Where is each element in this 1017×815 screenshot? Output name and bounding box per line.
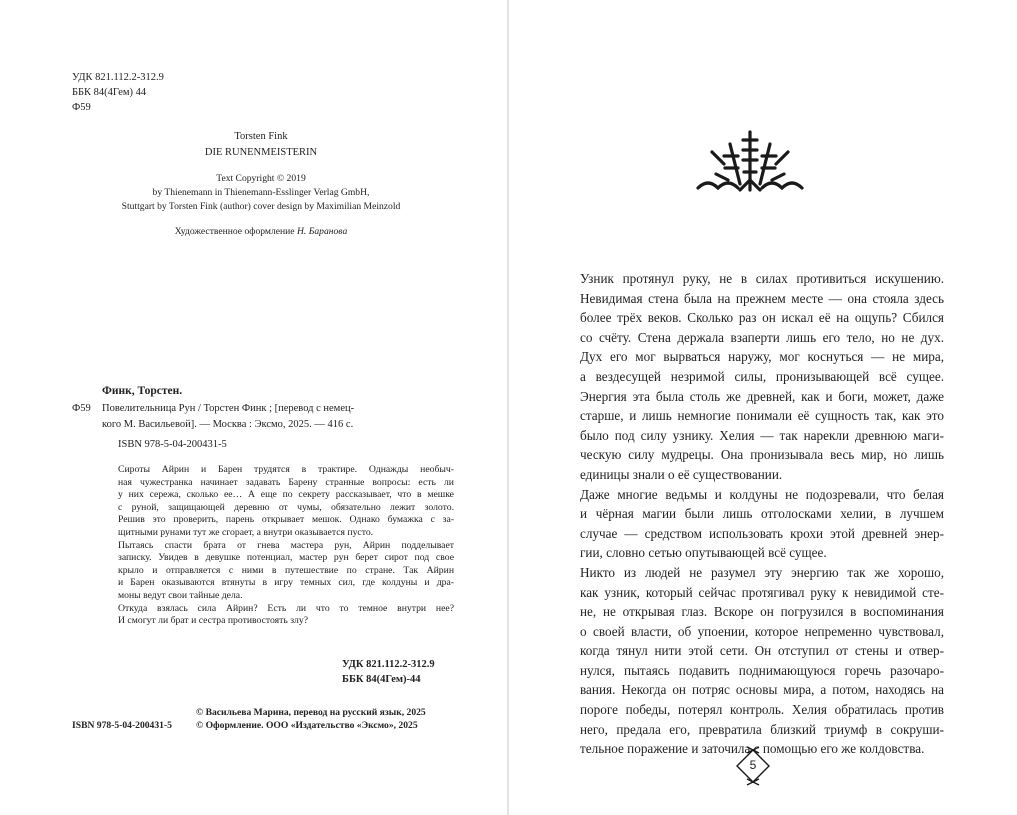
annotation-paragraph: Откуда взялась сила Айрин? Есть ли что то темное внутри нее? И смогут ли брат и сестра противостоять злу? [118,602,454,627]
original-title: DIE RUNENMEISTERIN [204,147,318,158]
biblio-line: Повелительница Рун / Торстен Финк ; [перевод с немец- [102,403,355,414]
art-design-name: Н. Барановa [296,226,348,237]
annotation-paragraph: Сироты Айрин и Барен трудятся в трактире. Однажды необыч- ная чужестранка начинает задавать Барену странные вопросы: есть ли у них сережа, сколько ее… А еще по секрету рассказывает, что в мешке с руной, защищающей деревню от чумы, обязательно лежит золото. Решив это проверить, парень открывает мешок. Однако бумажка с за- щитными рунами тут же сгорает, а внутри оказывается пусто. [118,464,454,538]
annotation [102,464,454,628]
isbn-bottom: ISBN 978-5-04-200431-5 [72,720,172,731]
credit-line: © Васильева Марина, перевод на русский язык, 2025 [196,707,426,718]
copyright-line: Stuttgart by Torsten Fink (author) cover design by Maximilian Meinzold [121,201,401,212]
author-heading: Финк, Торстен. [102,385,183,397]
body-paragraph: Узник протянул руку, не в силах противиться искушению. Невидимая стена была на прежнем месте — она стояла здесь более трёх веков. Сколько раз он искал её на ощупь? Сбился со счёту. Стена держала взаперти лишь его тело, но не дух. Дух его мог вырваться наружу, мог коснуться — не мира, а вездесущей незримой силы, пронизывающей всё сущее. Энергия эта была столь же древней, как и боги, может, даже старше, и лишь немногие понимали её сущность так, как это было под силу узнику. Хелия — так нарекли древнюю маги- ческую силу мудрецы. Она пронизывала весь мир, но лишь единицы знали о её существовании. [580,271,944,482]
page-number-ornament [733,746,773,786]
copyright-line: by Thienemann in Thienemann-Esslinger Verlag GmbH, [152,187,370,198]
art-design-label: Художественное оформление [174,226,295,237]
code-mid: Ф59 [72,403,91,414]
udk-top: УДК 821.112.2-312.9 [72,72,164,83]
page-number: 5 [749,758,757,772]
code-top: Ф59 [72,102,91,113]
copyright-line: Text Copyright © 2019 [216,173,306,184]
art-design-credit [102,226,420,237]
biblio-line: кого М. Васильевой]. — Москва : Эксмо, 2025. — 416 с. [102,419,354,430]
bbk-top: ББК 84(4Гем) 44 [72,87,147,98]
bbk-bottom: ББК 84(4Гем)-44 [342,674,421,685]
credit-line: © Оформление. ООО «Издательство «Эксмо», 2025 [196,720,418,731]
book-spine [507,0,509,815]
body-paragraph: Даже многие ведьмы и колдуны не подозревали, что белая и чёрная магии были лишь отголосками хелии, в лучшем случае — средством использовать крохи этой древней энер- гии, словно сетью опутывающей всё сущее. [580,486,944,561]
rune-emblem-icon [694,128,806,200]
chapter-text [560,269,944,759]
original-author: Torsten Fink [234,131,288,142]
isbn-line: ISBN 978-5-04-200431-5 [118,439,227,450]
body-paragraph: Никто из людей не разумел эту энергию так же хорошо, как узник, который сейчас протягивал руку к невидимой сте- не, не открывая глаз. Вскоре он погрузился в воспоминания о своей власти, об упоении, которое непременно чувствовал, когда тянул нити этой сети. Он отступил от стены и отвер- нулся, пытаясь подавить поднимающуюся горечь разочаро- вания. Некогда он потряс основы мира, а потом, находясь на пороге победы, потерял контроль. Хелия обратилась против него, предала его, превратила близкий триумф в сокруши- тельное поражение и заточила с помощью его же колдовства. [580,564,944,757]
udk-bottom: УДК 821.112.2-312.9 [342,659,435,670]
annotation-paragraph: Пытаясь спасти брата от гнева мастера рун, Айрин подделывает записку. Увидев в девушке потенциал, мастер рун берет сирот под свое крыло и отправляется с ними в путешествие по стране. Так Айрин и Барен оказываются втянуты в игру темных сил, где колдуны и дра- моны ведут свои тайные дела. [118,539,454,601]
